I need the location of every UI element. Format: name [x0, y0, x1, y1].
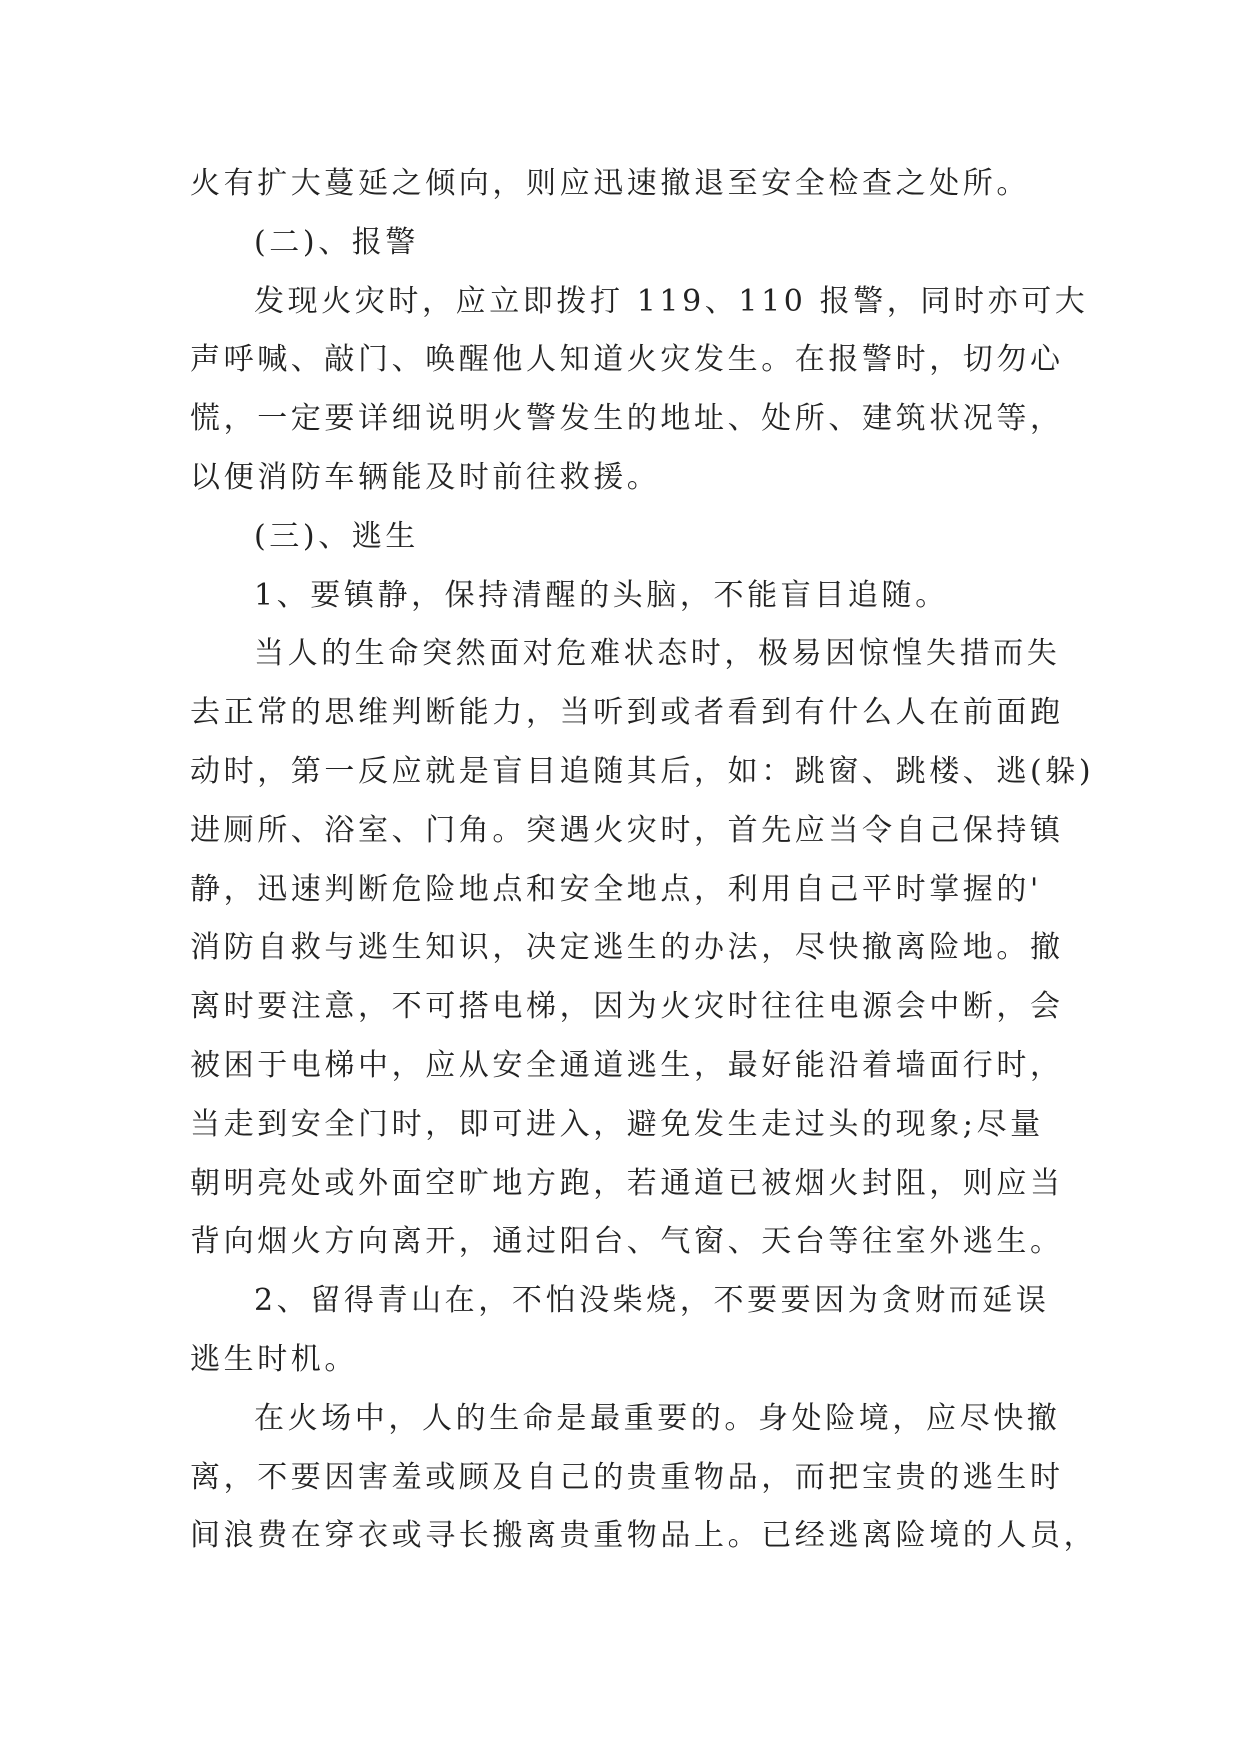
text-line: 慌，一定要详细说明火警发生的地址、处所、建筑状况等，: [190, 401, 1064, 437]
text-line: 静，迅速判断危险地点和安全地点，利用自己平时掌握的': [190, 871, 1042, 907]
text-line: 离，不要因害羞或顾及自己的贵重物品，而把宝贵的逃生时: [190, 1459, 1064, 1495]
text-line: 当人的生命突然面对危难状态时，极易因惊惶失措而失: [254, 636, 1061, 672]
text-line: 间浪费在穿衣或寻长搬离贵重物品上。已经逃离险境的人员，: [190, 1518, 1098, 1554]
text-line: 发现火灾时，应立即拨打 119、110 报警，同时亦可大: [254, 283, 1089, 319]
text-line: 朝明亮处或外面空旷地方跑，若通道已被烟火封阻，则应当: [190, 1165, 1064, 1201]
text-line: 进厕所、浴室、门角。突遇火灾时，首先应当令自己保持镇: [190, 812, 1064, 848]
text-line: 当走到安全门时，即可进入，避免发生走过头的现象;尽量: [190, 1106, 1044, 1142]
text-line: 动时，第一反应就是盲目追随其后，如：跳窗、跳楼、逃(躲): [190, 753, 1095, 789]
text-line: 声呼喊、敲门、唤醒他人知道火灾发生。在报警时，切勿心: [190, 342, 1064, 378]
text-line: 消防自救与逃生知识，决定逃生的办法，尽快撤离险地。撤: [190, 930, 1064, 966]
text-line: 离时要注意，不可搭电梯，因为火灾时往往电源会中断，会: [190, 989, 1064, 1025]
text-line: 被困于电梯中，应从安全通道逃生，最好能沿着墙面行时，: [190, 1047, 1064, 1083]
text-line: 去正常的思维判断能力，当听到或者看到有什么人在前面跑: [190, 695, 1064, 731]
text-line: 背向烟火方向离开，通过阳台、气窗、天台等往室外逃生。: [190, 1224, 1064, 1260]
numbered-point-2: 2、留得青山在，不怕没柴烧，不要要因为贪财而延误: [254, 1283, 1050, 1319]
section-heading-alarm: (二)、报警: [254, 224, 420, 260]
text-line: 逃生时机。: [190, 1341, 358, 1377]
numbered-point-1: 1、要镇静，保持清醒的头脑，不能盲目追随。: [254, 577, 949, 613]
document-body: [190, 155, 1098, 1566]
section-heading-escape: (三)、逃生: [254, 518, 420, 554]
text-line: 以便消防车辆能及时前往救援。: [190, 459, 661, 495]
text-line: 火有扩大蔓延之倾向，则应迅速撤退至安全检查之处所。: [190, 166, 1030, 201]
text-line: 在火场中，人的生命是最重要的。身处险境，应尽快撤: [254, 1400, 1061, 1436]
